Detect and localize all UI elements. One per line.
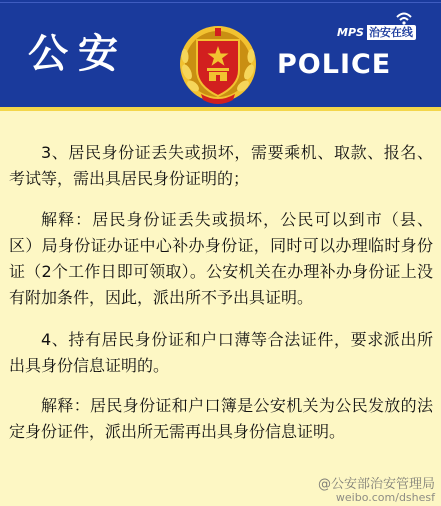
banner-top-line xyxy=(0,2,441,3)
mps-logo: MPS xyxy=(334,25,367,40)
banner-title-english: POLICE xyxy=(277,49,392,80)
paragraph-item-3: 3、居民身份证丢失或损坏，需要乘机、取款、报名、考试等，需出具居民身份证明的； xyxy=(9,143,433,188)
wifi-signal-icon xyxy=(395,11,413,25)
paragraph-explanation-4: 解释：居民身份证和户口簿是公安机关为公民发放的法定身份证件，派出所无需再出具身份信息证明。 xyxy=(9,396,433,441)
weibo-watermark xyxy=(318,478,435,504)
banner-title-chinese: 公安 xyxy=(28,31,128,77)
police-banner xyxy=(0,0,441,111)
mps-online-badge xyxy=(334,25,416,40)
paragraph-explanation-3: 解释：居民身份证丢失或损坏，公民可以到市（县、区）局身份证办证中心补办身份证，同时可以办理临时身份证（2个工作日即可领取）。公安机关在办理补办身份证上没有附加条件，因此，派出所不予出具证明。 xyxy=(9,210,433,307)
article-body xyxy=(9,140,433,459)
watermark-name: @公安部治安管理局 xyxy=(317,477,435,492)
mps-badge-text: 治安在线 xyxy=(368,26,413,39)
watermark-url: weibo.com/dshesf xyxy=(335,491,435,504)
police-emblem-icon xyxy=(175,24,261,106)
paragraph-item-4: 4、持有居民身份证和户口薄等合法证件，要求派出所出具身份信息证明的。 xyxy=(9,330,433,375)
